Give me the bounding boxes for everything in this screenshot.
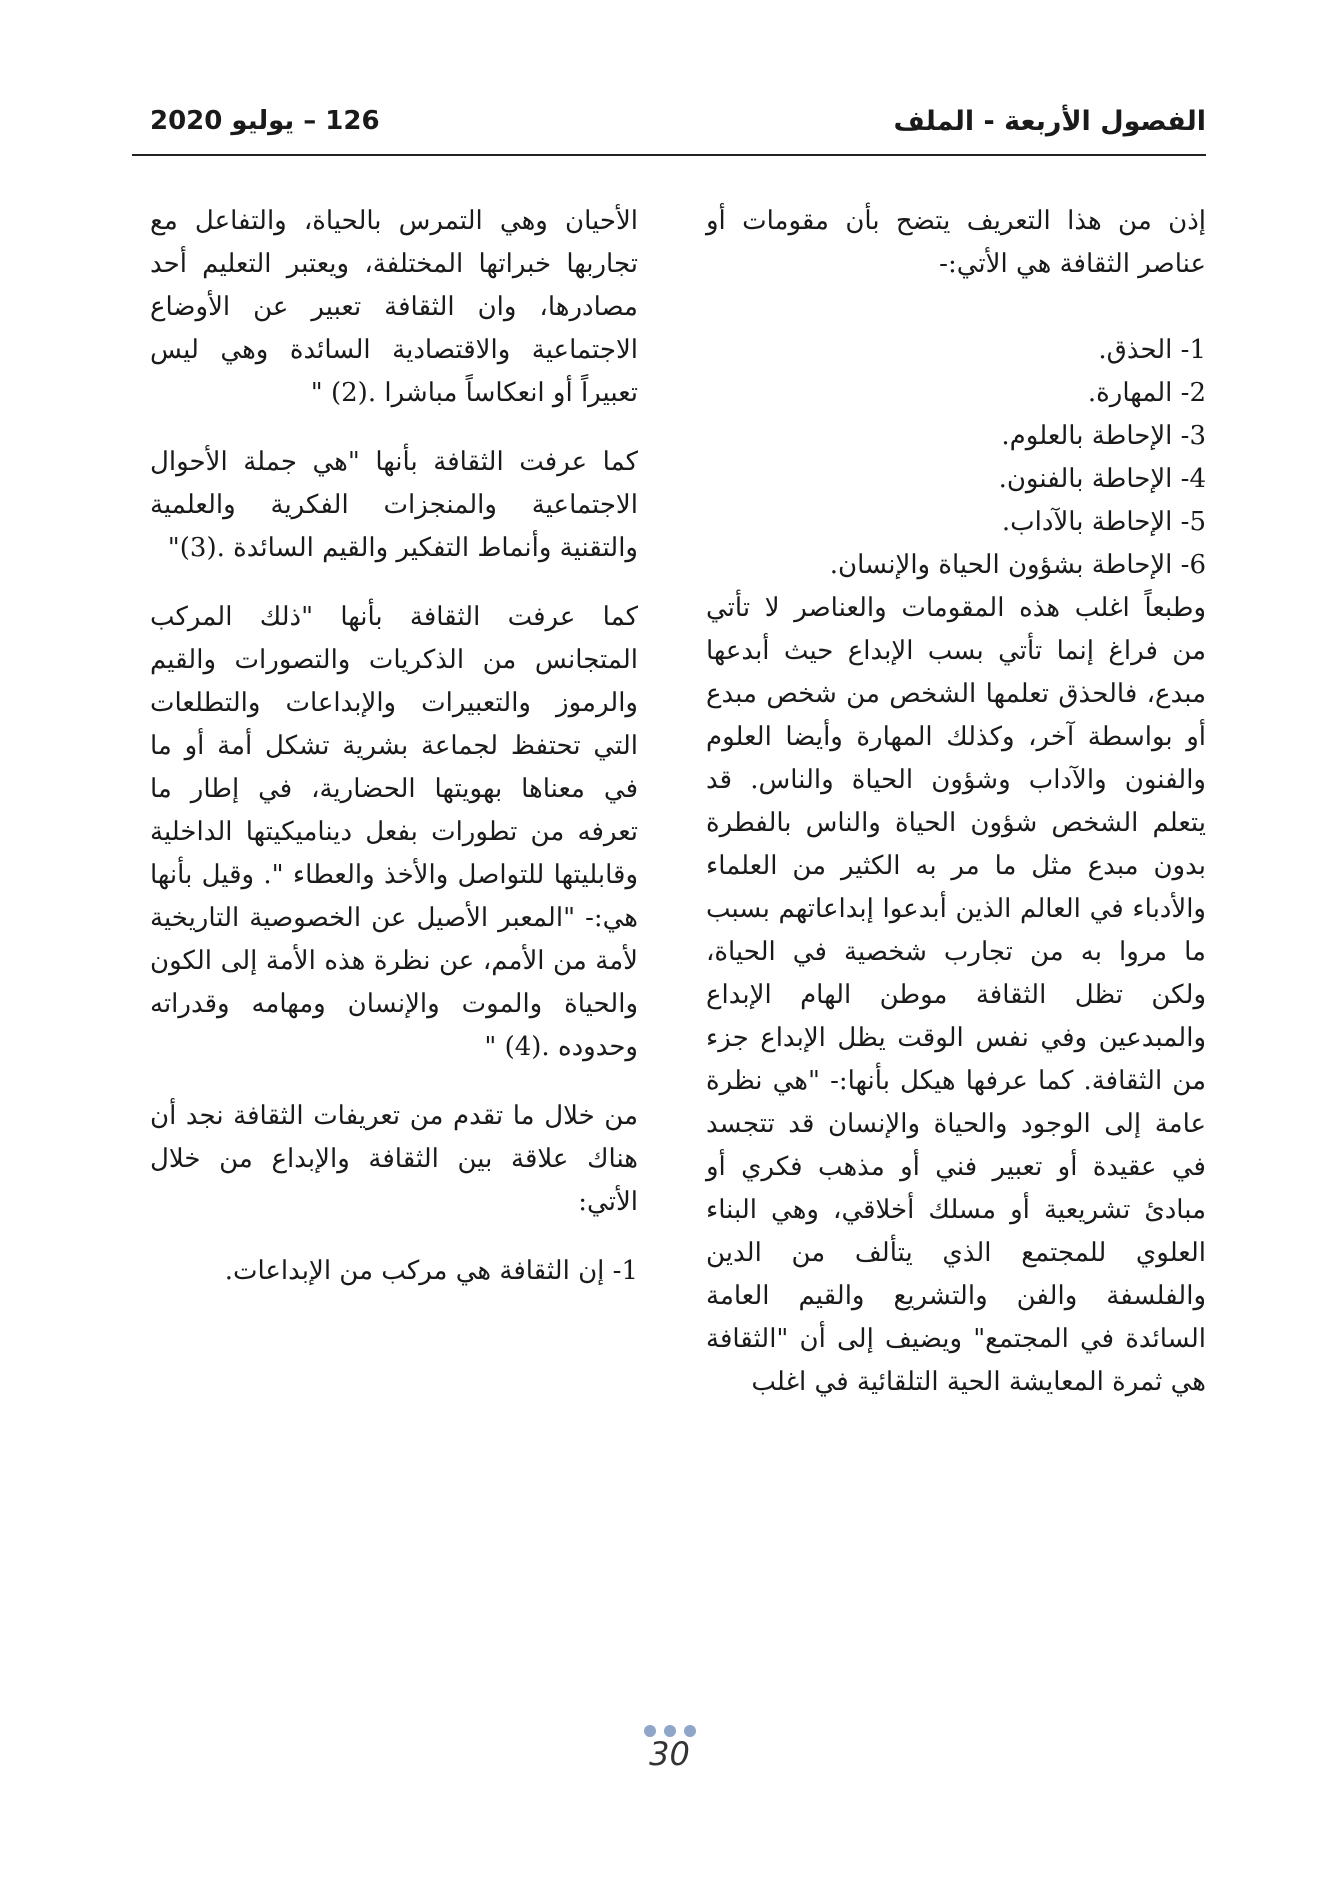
- list-item: 1- الحذق.: [1098, 335, 1206, 365]
- paragraph-4: من خلال ما تقدم من تعريفات الثقافة نجد أن هناك علاقة بين الثقافة والإبداع من خلال الأتي:: [150, 1101, 638, 1217]
- list-item: 4- الإحاطة بالفنون.: [998, 464, 1206, 494]
- left-column: [150, 200, 638, 1293]
- list-item: 3- الإحاطة بالعلوم.: [1001, 421, 1206, 451]
- page-number: 30: [649, 1735, 690, 1773]
- paragraph-1: الأحيان وهي التمرس بالحياة، والتفاعل مع تجاربها خبراتها المختلفة، ويعتبر التعليم أحد مصادرها، وان الثقافة تعبير عن الأوضاع الاجتماعية والاقتصادية السائدة وهي ليس تعبيراً أو انعكاساً مباشرا .(2) ": [150, 206, 638, 408]
- intro-paragraph: إذن من هذا التعريف يتضح بأن مقومات أو عناصر الثقافة هي الأتي:-: [706, 206, 1206, 279]
- list-item: 6- الإحاطة بشؤون الحياة والإنسان.: [829, 550, 1206, 580]
- paragraph-5: 1- إن الثقافة هي مركب من الإبداعات.: [224, 1256, 638, 1286]
- right-column: [706, 200, 1206, 1404]
- body-paragraph: وطبعاً اغلب هذه المقومات والعناصر لا تأتي من فراغ إنما تأتي بسب الإبداع حيث أبدعها مبدع، فالحذق تعلمها الشخص من شخص مبدع أو بواسطة آخر، وكذلك المهارة وأيضا العلوم والفنون والآداب وشؤون الحياة والناس. قد يتعلم الشخص شؤون الحياة والناس بالفطرة بدون مبدع مثل ما مر به الكثير من العلماء والأدباء في العالم الذين أبدعوا إبداعاتهم بسبب ما مروا به من تجارب شخصية في الحياة، ولكن تظل الثقافة موطن الهام الإبداع والمبدعين وفي نفس الوقت يظل الإبداع جزء من الثقافة. كما عرفها هيكل بأنها:- "هي نظرة عامة إلى الوجود والحياة والإنسان قد تتجسد في عقيدة أو تعبير فني أو مذهب فكري أو مبادئ تشريعية أو مسلك أخلاقي، وهي البناء العلوي للمجتمع الذي يتألف من الدين والفلسفة والفن والتشريع والقيم العامة السائدة في المجتمع" ويضيف إلى أن "الثقافة هي ثمرة المعايشة الحية التلقائية في اغلب: [706, 593, 1206, 1397]
- issue-info: 126 – يوليو 2020: [150, 106, 380, 136]
- list-item: 5- الإحاطة بالآداب.: [1001, 507, 1206, 537]
- magazine-title: الفصول الأربعة - الملف: [893, 106, 1206, 137]
- page-header: [132, 102, 1206, 156]
- paragraph-2: كما عرفت الثقافة بأنها "هي جملة الأحوال الاجتماعية والمنجزات الفكرية والعلمية والتقنية وأنماط التفكير والقيم السائدة .(3)": [150, 447, 638, 563]
- paragraph-3: كما عرفت الثقافة بأنها "ذلك المركب المتجانس من الذكريات والتصورات والقيم والرموز والتعبيرات والإبداعات والتطلعات التي تحتفظ لجماعة بشرية تشكل أمة أو ما في معناها بهويتها الحضارية، في إطار ما تعرفه من تطورات بفعل ديناميكيتها الداخلية وقابليتها للتواصل والأخذ والعطاء ". وقيل بأنها هي:- "المعبر الأصيل عن الخصوصية التاريخية لأمة من الأمم، عن نظرة هذه الأمة إلى الكون والحياة والموت والإنسان ومهامه وقدراته وحدوده .(4) ": [150, 602, 638, 1062]
- list-item: 2- المهارة.: [1087, 378, 1206, 408]
- culture-elements-list: [706, 329, 1206, 587]
